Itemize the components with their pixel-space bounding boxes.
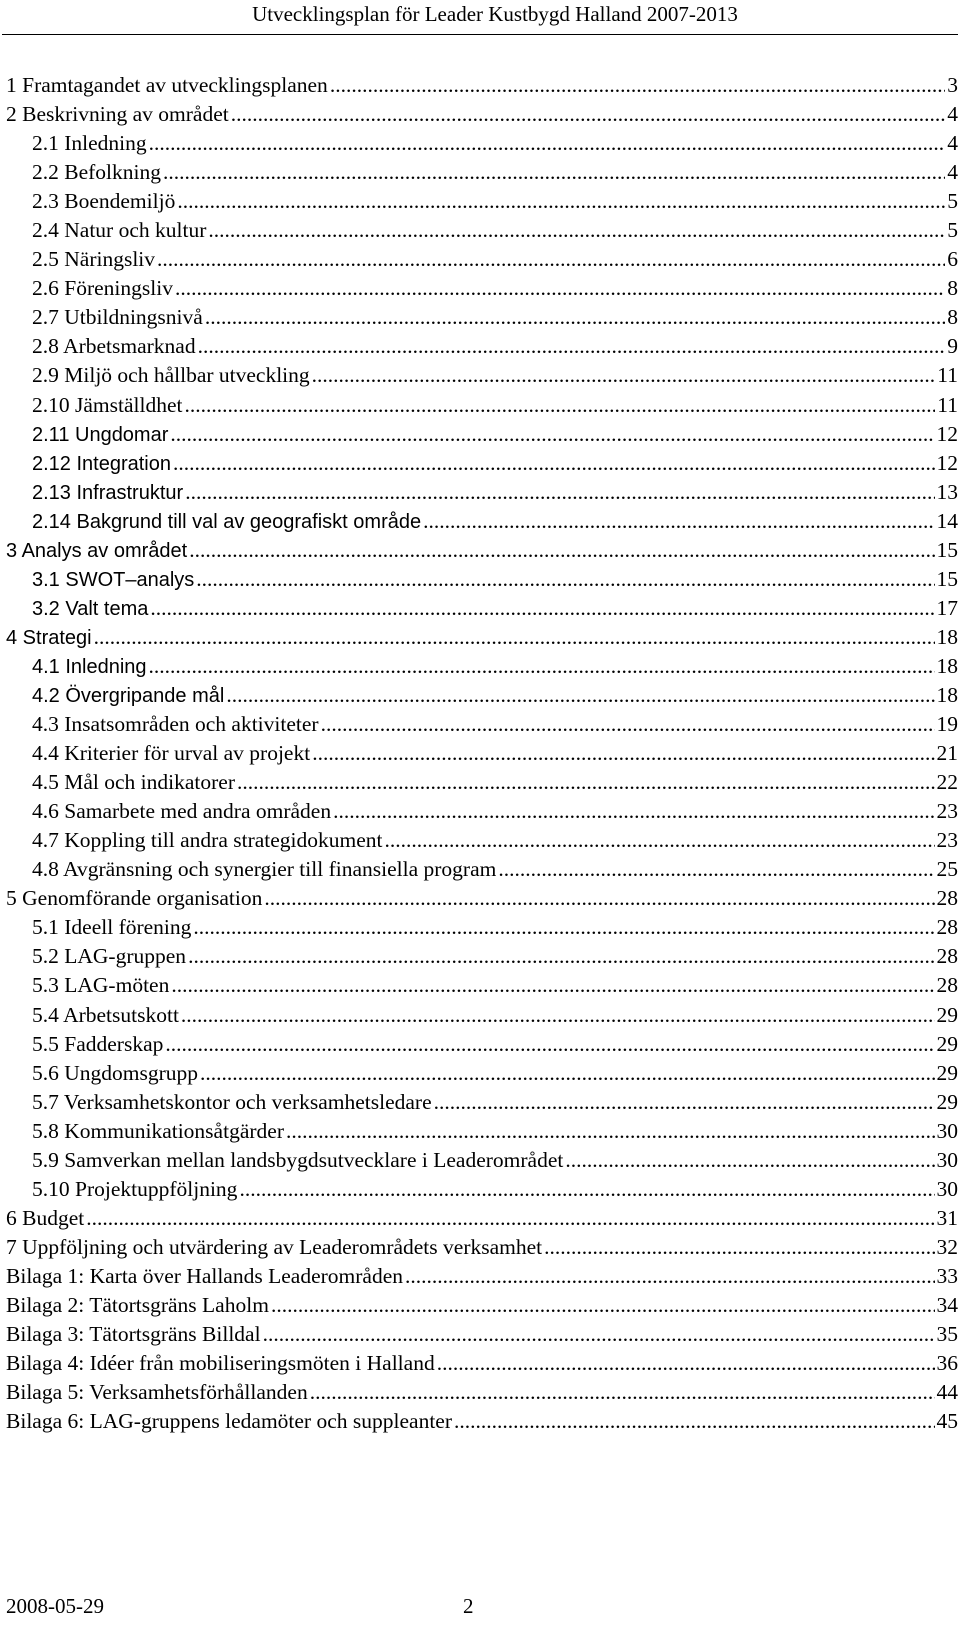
toc-entry-page[interactable]: 9 xyxy=(947,334,958,359)
toc-entry-title[interactable]: 5 Genomförande organisation xyxy=(6,886,263,911)
toc-entry-page[interactable]: 11 xyxy=(937,363,958,388)
toc-dot-leader xyxy=(271,1291,935,1320)
toc-entry[interactable] xyxy=(0,303,960,332)
toc-dot-leader xyxy=(423,507,934,536)
toc-entry-title[interactable]: 4 Strategi xyxy=(6,626,92,649)
toc-entry-page[interactable]: 4 xyxy=(947,131,958,156)
toc-entry-page[interactable]: 30 xyxy=(936,1118,958,1143)
toc-entry-page[interactable]: 3 xyxy=(947,73,958,97)
toc-entry[interactable] xyxy=(0,1378,960,1407)
toc-entry-page[interactable]: 18 xyxy=(936,653,958,678)
toc-entry-page[interactable]: 29 xyxy=(936,1089,958,1114)
toc-entry[interactable] xyxy=(0,565,960,594)
toc-entry-title[interactable]: 4.7 Koppling till andra strategidokument xyxy=(32,828,383,853)
toc-entry[interactable] xyxy=(0,1146,960,1175)
toc-dot-leader xyxy=(312,361,936,390)
toc-entry-page[interactable]: 25 xyxy=(936,857,958,882)
toc-entry[interactable] xyxy=(0,391,960,420)
toc-dot-leader xyxy=(200,1059,934,1088)
toc-entry-title[interactable]: 2.6 Föreningsliv xyxy=(32,276,173,301)
toc-dot-leader xyxy=(175,274,945,303)
toc-entry-title[interactable]: 5.3 LAG-möten xyxy=(32,973,170,998)
toc-entry-page[interactable]: 28 xyxy=(936,886,958,911)
toc-entry-page[interactable]: 33 xyxy=(936,1263,958,1288)
toc-entry-title[interactable]: 2.9 Miljö och hållbar utveckling xyxy=(32,363,310,388)
toc-entry-title[interactable]: 2.13 Infrastruktur xyxy=(32,481,184,504)
toc-entry-title[interactable]: 3 Analys av området xyxy=(6,539,188,562)
toc-entry[interactable] xyxy=(0,768,960,797)
toc-dot-leader xyxy=(181,1001,935,1030)
toc-dot-leader xyxy=(310,1378,935,1407)
toc-entry-page[interactable]: 17 xyxy=(936,595,958,620)
toc-entry[interactable] xyxy=(0,1262,960,1291)
toc-entry-title[interactable]: 4.6 Samarbete med andra områden xyxy=(32,799,332,824)
toc-entry-page[interactable]: 5 xyxy=(947,218,958,243)
toc-dot-leader xyxy=(333,797,934,826)
toc-entry[interactable] xyxy=(0,1291,960,1320)
toc-dot-leader xyxy=(170,420,934,449)
toc-entry-title[interactable]: 4.4 Kriterier för urval av projekt xyxy=(32,741,311,766)
toc-entry[interactable] xyxy=(0,187,960,216)
toc-entry[interactable] xyxy=(0,478,960,507)
toc-entry-title[interactable]: 2.11 Ungdomar xyxy=(32,423,169,446)
toc-entry-page[interactable]: 8 xyxy=(947,305,958,330)
toc-entry-page[interactable]: 30 xyxy=(936,1176,958,1201)
toc-entry[interactable] xyxy=(0,361,960,390)
toc-entry-title[interactable]: 5.10 Projektuppföljning xyxy=(32,1176,238,1201)
toc-entry-title[interactable]: 2.14 Bakgrund till val av geografiskt område xyxy=(32,510,422,533)
toc-entry-page[interactable]: 15 xyxy=(936,537,958,562)
toc-entry-page[interactable]: 15 xyxy=(936,566,958,591)
toc-entry-page[interactable]: 34 xyxy=(936,1292,958,1317)
toc-entry-title[interactable]: 2.7 Utbildningsnivå xyxy=(32,305,203,330)
toc-entry-page[interactable]: 19 xyxy=(936,712,958,737)
toc-entry-title[interactable]: 2.1 Inledning xyxy=(32,131,147,156)
toc-entry[interactable] xyxy=(0,971,960,1000)
toc-entry-title[interactable]: 2.3 Boendemiljö xyxy=(32,189,176,214)
toc-dot-leader xyxy=(385,826,935,855)
toc-entry[interactable] xyxy=(0,1001,960,1030)
toc-entry[interactable] xyxy=(0,1117,960,1146)
toc-entry-page[interactable]: 4 xyxy=(947,102,958,127)
toc-entry-page[interactable]: 28 xyxy=(936,944,958,969)
toc-entry-title[interactable]: 5.4 Arbetsutskott xyxy=(32,1002,179,1027)
toc-entry[interactable] xyxy=(0,623,960,652)
toc-dot-leader xyxy=(330,71,945,100)
toc-dot-leader xyxy=(184,391,935,420)
toc-entry[interactable] xyxy=(0,420,960,449)
toc-dot-leader xyxy=(264,884,934,913)
toc-dot-leader xyxy=(498,855,934,884)
toc-dot-leader xyxy=(321,710,935,739)
toc-dot-leader xyxy=(196,565,934,594)
toc-entry[interactable] xyxy=(0,1175,960,1204)
toc-entry-page[interactable]: 12 xyxy=(936,421,958,446)
toc-entry-title[interactable]: 4.5 Mål och indikatorer xyxy=(32,770,236,795)
toc-dot-leader xyxy=(263,1320,935,1349)
toc-entry-page[interactable]: 29 xyxy=(936,1060,958,1085)
toc-entry[interactable] xyxy=(0,216,960,245)
toc-entry[interactable] xyxy=(0,332,960,361)
toc-entry-title[interactable]: Bilaga 1: Karta över Hallands Leaderområden xyxy=(6,1263,403,1288)
toc-dot-leader xyxy=(173,449,935,478)
toc-entry-page[interactable]: 35 xyxy=(936,1322,958,1347)
toc-entry-title[interactable]: 2.4 Natur och kultur xyxy=(32,218,207,243)
toc-dot-leader xyxy=(94,623,935,652)
toc-entry[interactable] xyxy=(0,274,960,303)
toc-dot-leader xyxy=(165,1030,934,1059)
toc-entry-title[interactable]: 2.10 Jämställdhet xyxy=(32,392,183,417)
toc-entry-page[interactable]: 12 xyxy=(936,450,958,475)
toc-entry-title[interactable]: 3.1 SWOT–analys xyxy=(32,568,195,591)
toc-dot-leader xyxy=(205,303,945,332)
table-of-contents xyxy=(0,71,960,1436)
toc-dot-leader xyxy=(231,100,946,129)
toc-entry-page[interactable]: 18 xyxy=(936,624,958,649)
toc-entry-page[interactable]: 14 xyxy=(936,508,958,533)
toc-entry[interactable] xyxy=(0,1233,960,1262)
toc-dot-leader xyxy=(544,1233,934,1262)
toc-entry[interactable] xyxy=(0,594,960,623)
toc-entry-title[interactable]: 3.2 Valt tema xyxy=(32,597,149,620)
toc-entry[interactable] xyxy=(0,1349,960,1378)
toc-entry-title[interactable]: Bilaga 4: Idéer från mobiliseringsmöten i Halland xyxy=(6,1351,435,1376)
toc-entry[interactable] xyxy=(0,1204,960,1233)
page-header-title: Utvecklingsplan för Leader Kustbygd Halland 2007-2013 xyxy=(252,2,738,26)
toc-entry-page[interactable]: 13 xyxy=(936,479,958,504)
toc-dot-leader xyxy=(226,681,934,710)
toc-entry[interactable] xyxy=(0,942,960,971)
toc-entry-title[interactable]: Bilaga 6: LAG-gruppens ledamöter och suppleanter xyxy=(6,1409,452,1434)
toc-entry-page[interactable]: 28 xyxy=(936,973,958,998)
toc-entry-page[interactable]: 36 xyxy=(936,1351,958,1376)
toc-entry-title[interactable]: 5.6 Ungdomsgrupp xyxy=(32,1060,199,1085)
toc-dot-leader xyxy=(193,913,934,942)
toc-dot-leader xyxy=(149,129,946,158)
toc-entry-title[interactable]: 2.2 Befolkning xyxy=(32,160,161,185)
toc-entry-page[interactable]: 22 xyxy=(936,770,958,795)
toc-dot-leader xyxy=(177,187,945,216)
footer-date: 2008-05-29 xyxy=(6,1594,104,1618)
toc-entry-title[interactable]: 4.1 Inledning xyxy=(32,655,147,678)
toc-entry[interactable] xyxy=(0,71,960,100)
toc-entry[interactable] xyxy=(0,1088,960,1117)
toc-dot-leader xyxy=(208,216,945,245)
toc-dot-leader xyxy=(149,652,935,681)
toc-dot-leader xyxy=(239,1175,934,1204)
toc-entry-title[interactable]: 7 Uppföljning och utvärdering av Leaderområdets verksamhet xyxy=(6,1234,543,1259)
toc-entry-title[interactable]: 5.9 Samverkan mellan landsbygdsutvecklare i Leaderområdet xyxy=(32,1147,564,1172)
toc-entry-page[interactable]: 29 xyxy=(936,1002,958,1027)
toc-entry[interactable] xyxy=(0,1320,960,1349)
toc-entry-page[interactable]: 6 xyxy=(947,247,958,272)
toc-entry-page[interactable]: 31 xyxy=(936,1205,958,1230)
toc-entry-page[interactable]: 4 xyxy=(947,160,958,185)
toc-dot-leader xyxy=(150,594,934,623)
toc-entry-page[interactable]: 44 xyxy=(936,1380,958,1405)
toc-entry[interactable] xyxy=(0,536,960,565)
toc-entry[interactable] xyxy=(0,1407,960,1436)
toc-entry-title[interactable]: 5.8 Kommunikationsåtgärder xyxy=(32,1118,284,1143)
toc-dot-leader xyxy=(237,768,934,797)
footer-page-number: 2 xyxy=(463,1594,474,1618)
toc-entry[interactable] xyxy=(0,710,960,739)
toc-dot-leader xyxy=(171,971,934,1000)
toc-dot-leader xyxy=(405,1262,935,1291)
toc-entry-page[interactable]: 11 xyxy=(937,392,958,417)
toc-dot-leader xyxy=(189,536,934,565)
toc-entry-page[interactable]: 23 xyxy=(936,799,958,824)
toc-entry-page[interactable]: 32 xyxy=(936,1234,958,1259)
toc-entry-title[interactable]: Bilaga 3: Tätortsgräns Billdal xyxy=(6,1322,261,1347)
toc-entry-page[interactable]: 28 xyxy=(936,915,958,940)
toc-entry[interactable] xyxy=(0,507,960,536)
toc-entry-title[interactable]: 5.7 Verksamhetskontor och verksamhetsledare xyxy=(32,1089,432,1114)
toc-entry-page[interactable]: 5 xyxy=(947,189,958,214)
toc-entry-page[interactable]: 18 xyxy=(936,682,958,707)
toc-dot-leader xyxy=(185,478,934,507)
toc-entry[interactable] xyxy=(0,913,960,942)
toc-dot-leader xyxy=(86,1204,934,1233)
toc-entry[interactable] xyxy=(0,884,960,913)
toc-entry[interactable] xyxy=(0,100,960,129)
toc-entry[interactable] xyxy=(0,1059,960,1088)
toc-entry[interactable] xyxy=(0,158,960,187)
toc-entry-page[interactable]: 21 xyxy=(936,741,958,766)
toc-entry-title[interactable]: 1 Framtagandet av utvecklingsplanen xyxy=(6,73,328,97)
toc-entry[interactable] xyxy=(0,739,960,768)
toc-dot-leader xyxy=(565,1146,934,1175)
toc-entry-title[interactable]: 5.2 LAG-gruppen xyxy=(32,944,187,969)
toc-dot-leader xyxy=(198,332,946,361)
toc-entry-page[interactable]: 30 xyxy=(936,1147,958,1172)
toc-entry-page[interactable]: 23 xyxy=(936,828,958,853)
toc-dot-leader xyxy=(188,942,934,971)
toc-entry-title[interactable]: 4.8 Avgränsning och synergier till finansiella program xyxy=(32,857,497,882)
toc-entry[interactable] xyxy=(0,245,960,274)
toc-entry-title[interactable]: 5.5 Fadderskap xyxy=(32,1031,164,1056)
toc-entry-page[interactable]: 45 xyxy=(936,1409,958,1434)
toc-entry[interactable] xyxy=(0,449,960,478)
toc-dot-leader xyxy=(454,1407,935,1436)
toc-entry-title[interactable]: Bilaga 5: Verksamhetsförhållanden xyxy=(6,1380,308,1405)
toc-entry-title[interactable]: 6 Budget xyxy=(6,1205,85,1230)
toc-entry-title[interactable]: 5.1 Ideell förening xyxy=(32,915,192,940)
toc-entry-title[interactable]: 2.12 Integration xyxy=(32,452,171,475)
toc-entry[interactable] xyxy=(0,1030,960,1059)
toc-entry-title[interactable]: 2 Beskrivning av området xyxy=(6,102,229,127)
toc-entry[interactable] xyxy=(0,797,960,826)
toc-entry[interactable] xyxy=(0,681,960,710)
toc-entry-page[interactable]: 29 xyxy=(936,1031,958,1056)
toc-entry-title[interactable]: 4.3 Insatsområden och aktiviteter xyxy=(32,712,319,737)
toc-entry[interactable] xyxy=(0,826,960,855)
toc-entry[interactable] xyxy=(0,129,960,158)
header-divider xyxy=(2,34,958,35)
toc-dot-leader xyxy=(434,1088,935,1117)
toc-dot-leader xyxy=(312,739,934,768)
toc-entry[interactable] xyxy=(0,652,960,681)
toc-entry-title[interactable]: Bilaga 2: Tätortsgräns Laholm xyxy=(6,1292,269,1317)
toc-dot-leader xyxy=(157,245,945,274)
toc-dot-leader xyxy=(437,1349,935,1378)
toc-dot-leader xyxy=(286,1117,935,1146)
toc-entry-title[interactable]: 2.8 Arbetsmarknad xyxy=(32,334,196,359)
toc-entry-title[interactable]: 4.2 Övergripande mål xyxy=(32,684,225,707)
toc-entry-title[interactable]: 2.5 Näringsliv xyxy=(32,247,156,272)
toc-entry[interactable] xyxy=(0,855,960,884)
toc-dot-leader xyxy=(163,158,945,187)
toc-entry-page[interactable]: 8 xyxy=(947,276,958,301)
